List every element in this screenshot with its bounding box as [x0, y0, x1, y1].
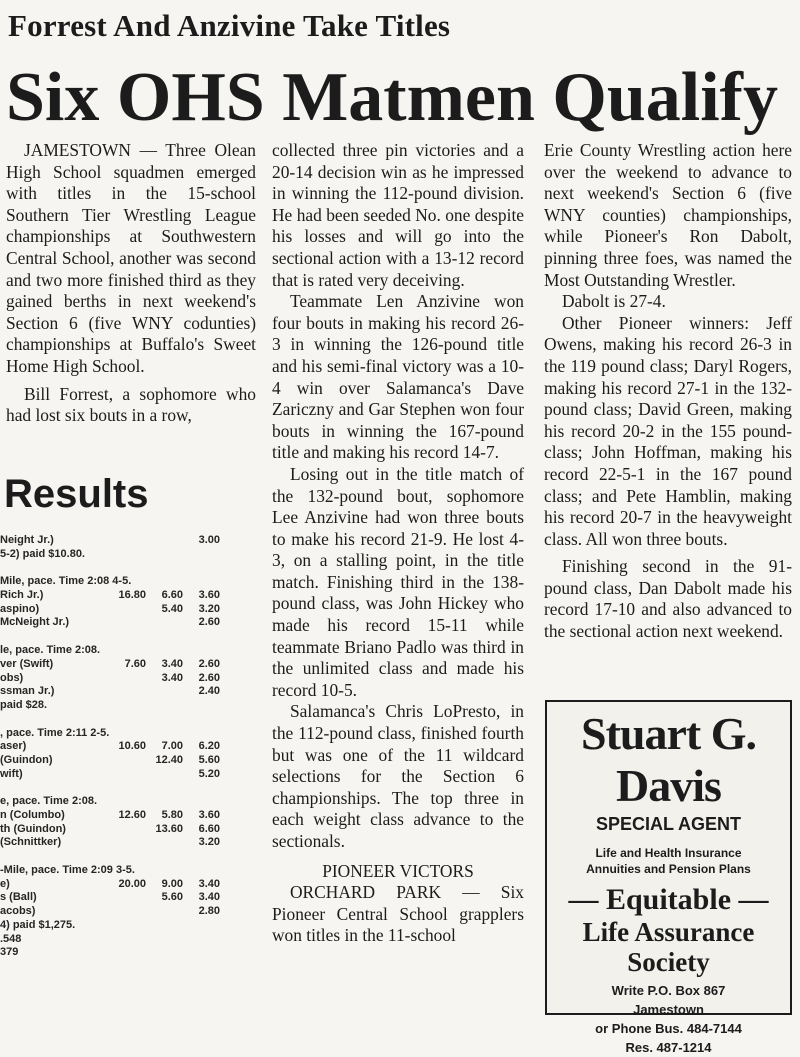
results-payout: 5.40	[161, 602, 183, 615]
article-column-2	[272, 140, 524, 947]
results-row	[0, 575, 240, 589]
results-text: Rich Jr.)	[0, 589, 44, 602]
paragraph: Finishing second in the 91-pound class, Dan Dabolt made his record 17-10 and also advanced to the sectional action next weekend.	[544, 556, 792, 642]
ad-company: — Equitable —	[568, 883, 769, 916]
results-row	[0, 905, 240, 919]
main-headline: Six OHS Matmen Qualify	[6, 59, 778, 136]
article-column-1	[6, 140, 256, 427]
results-spacer	[0, 781, 240, 795]
results-row	[0, 672, 240, 686]
results-row	[0, 658, 240, 672]
ad-address: Write P.O. Box 867	[611, 983, 726, 998]
results-payout: 5.60	[161, 891, 183, 904]
results-text: obs)	[0, 671, 24, 684]
results-payout: 2.60	[198, 657, 220, 670]
results-row	[0, 933, 240, 947]
results-row	[0, 891, 240, 905]
results-payout: 7.60	[124, 657, 146, 670]
results-row	[0, 603, 240, 617]
results-payout: 3.60	[198, 809, 220, 821]
results-payout: 2.80	[198, 905, 220, 918]
paragraph: ORCHARD PARK — Six Pioneer Central School grapplers won titles in the 11-school	[272, 882, 524, 946]
paragraph: Losing out in the title match of the 132-pound bout, sophomore Lee Anzivine had won three bouts to make his record 21-9. He lost 4-3, on a stalling point, in the title match. Finishing third in the 138-pound class, was John Hickey who made his record 15-11 while teammate Briano Padlo was third in the unlimited class and made his record 10-5.	[272, 463, 524, 700]
paragraph: Dabolt is 27-4.	[562, 291, 666, 312]
results-row	[0, 699, 240, 713]
kicker-headline: Forrest And Anzivine Take Titles	[8, 8, 451, 43]
results-payout: 5.20	[198, 767, 220, 780]
results-payout: 12.60	[118, 809, 146, 821]
results-payout: 3.40	[161, 671, 183, 684]
ad-name: Stuart G. Davis	[581, 708, 756, 811]
results-row	[0, 836, 240, 850]
results-payout: 2.60	[198, 616, 220, 629]
paragraph: Salamanca's Chris LoPresto, in the 112-pound class, finished fourth but was one of the 11 wildcard selections for the Section 6 championships. The top three in each weight class advance to the sectionals.	[272, 701, 524, 851]
results-text: acobs)	[0, 905, 36, 918]
results-text: 4) paid $1,275.	[0, 918, 76, 931]
results-row	[0, 878, 240, 892]
results-text: 379	[0, 946, 19, 959]
results-text: Neight Jr.)	[0, 534, 54, 546]
results-text: th (Guindon)	[0, 822, 66, 835]
results-text: e)	[0, 877, 10, 890]
results-row	[0, 946, 240, 960]
results-spacer	[0, 713, 240, 727]
ad-line: Annuities and Pension Plans	[586, 862, 751, 876]
results-payout: 3.40	[198, 877, 220, 890]
results-row	[0, 823, 240, 837]
ad-city: Jamestown	[633, 1002, 704, 1017]
results-text: Mile, pace. Time 2:08 4-5.	[0, 575, 132, 588]
results-payout: 3.20	[198, 836, 220, 849]
results-payout: 2.60	[198, 671, 220, 684]
results-text: le, pace. Time 2:08.	[0, 644, 101, 657]
results-payout: 3.40	[161, 657, 183, 670]
results-row	[0, 727, 240, 741]
results-row	[0, 644, 240, 658]
results-text: aser)	[0, 740, 27, 753]
results-row	[0, 754, 240, 768]
results-text: ssman Jr.)	[0, 685, 55, 698]
results-row	[0, 740, 240, 754]
results-payout: 12.40	[155, 753, 183, 766]
results-list	[0, 534, 240, 960]
ad-company-full: Life Assurance Society	[582, 917, 755, 977]
subheading: PIONEER VICTORS	[322, 860, 474, 881]
results-spacer	[0, 561, 240, 575]
results-row	[0, 919, 240, 933]
results-text: (Schnittker)	[0, 836, 62, 849]
results-heading: Results	[4, 472, 149, 516]
results-payout: 3.60	[198, 589, 220, 602]
results-payout: 16.80	[118, 589, 146, 602]
ad-phone-residence: Res. 487-1214	[625, 1040, 712, 1055]
results-payout: 9.00	[161, 877, 183, 890]
paragraph: Erie County Wrestling action here over the weekend to advance to next weekend's Section 6 (five WNY counties) championships, while Pioneer's Ron Dabolt, pinning three foes, was named the Most Outstanding Wrestler.	[544, 140, 792, 290]
results-row	[0, 809, 240, 823]
paragraph: Teammate Len Anzivine won four bouts in making his record 26-3 in winning the 126-pound title and his semi-final victory was a 10-4 win over Salamanca's Dave Zariczny and Gar Stephen won four bouts in winning the 167-pound title and making his record 14-7.	[272, 291, 524, 463]
results-row	[0, 534, 240, 548]
results-payout: 3.40	[198, 891, 220, 904]
results-text: s (Ball)	[0, 891, 37, 904]
ad-phone-business: or Phone Bus. 484-7144	[595, 1021, 742, 1036]
results-text: paid $28.	[0, 698, 48, 711]
results-row	[0, 864, 240, 878]
results-row	[0, 795, 240, 809]
results-spacer	[0, 630, 240, 644]
results-payout: 6.60	[198, 822, 220, 835]
results-row	[0, 589, 240, 603]
article-column-3	[544, 140, 792, 643]
ad-contact	[547, 981, 790, 1057]
paragraph: Bill Forrest, a sophomore who had lost six bouts in a row,	[6, 383, 256, 426]
results-text: .548	[0, 932, 22, 945]
results-payout: 10.60	[118, 740, 146, 753]
results-payout: 3.00	[198, 534, 220, 546]
results-text: McNeight Jr.)	[0, 616, 70, 629]
results-payout: 6.20	[198, 740, 220, 753]
results-payout: 2.40	[198, 685, 220, 698]
results-text: 5-2) paid $10.80.	[0, 547, 85, 560]
results-row	[0, 685, 240, 699]
paragraph: collected three pin victories and a 20-14 decision win as he impressed in winning the 112-pound division. He had been seeded No. one despite his losses and will go into the sectional action with a 13-12 record that is rated very deceiving.	[272, 140, 524, 290]
results-text: -Mile, pace. Time 2:09 3-5.	[0, 864, 135, 877]
results-payout: 7.00	[161, 740, 183, 753]
paragraph: Other Pioneer winners: Jeff Owens, making his record 26-3 in the 119 pound class; Daryl Rogers, making his record 27-1 in the 132-pound class; David Green, making his record 20-2 in the 155 pound-class; John Hoffman, making his record 22-5-1 in the 167 pound class; and Pete Hamblin, making his record 20-7 in the heavyweight class. All won three bouts.	[544, 312, 792, 549]
results-row	[0, 616, 240, 630]
results-row	[0, 768, 240, 782]
results-text: (Guindon)	[0, 753, 53, 766]
results-text: ver (Swift)	[0, 657, 54, 670]
ad-line: Life and Health Insurance	[595, 846, 742, 860]
results-text: aspino)	[0, 602, 40, 615]
results-text: , pace. Time 2:11 2-5.	[0, 726, 110, 739]
results-payout: 5.60	[198, 753, 220, 766]
results-text: n (Columbo)	[0, 809, 65, 821]
ad-role: SPECIAL AGENT	[595, 814, 742, 834]
results-payout: 3.20	[198, 602, 220, 615]
results-payout: 6.60	[161, 589, 183, 602]
results-spacer	[0, 850, 240, 864]
paragraph: JAMESTOWN — Three Olean High School squadmen emerged with titles in the 15-school Southern Tier Wrestling League championships at Southwestern Central School, another was second and two more finished third as they gained berths in next weekend's Section 6 (five WNY codunties) championships at Buffalo's Sweet Home High School.	[6, 140, 256, 376]
results-text: wift)	[0, 767, 23, 780]
results-payout: 20.00	[118, 877, 146, 890]
results-text: e, pace. Time 2:08.	[0, 795, 98, 808]
results-payout: 5.80	[161, 809, 183, 821]
results-row	[0, 548, 240, 562]
results-payout: 13.60	[155, 822, 183, 835]
advertisement	[545, 700, 792, 1055]
